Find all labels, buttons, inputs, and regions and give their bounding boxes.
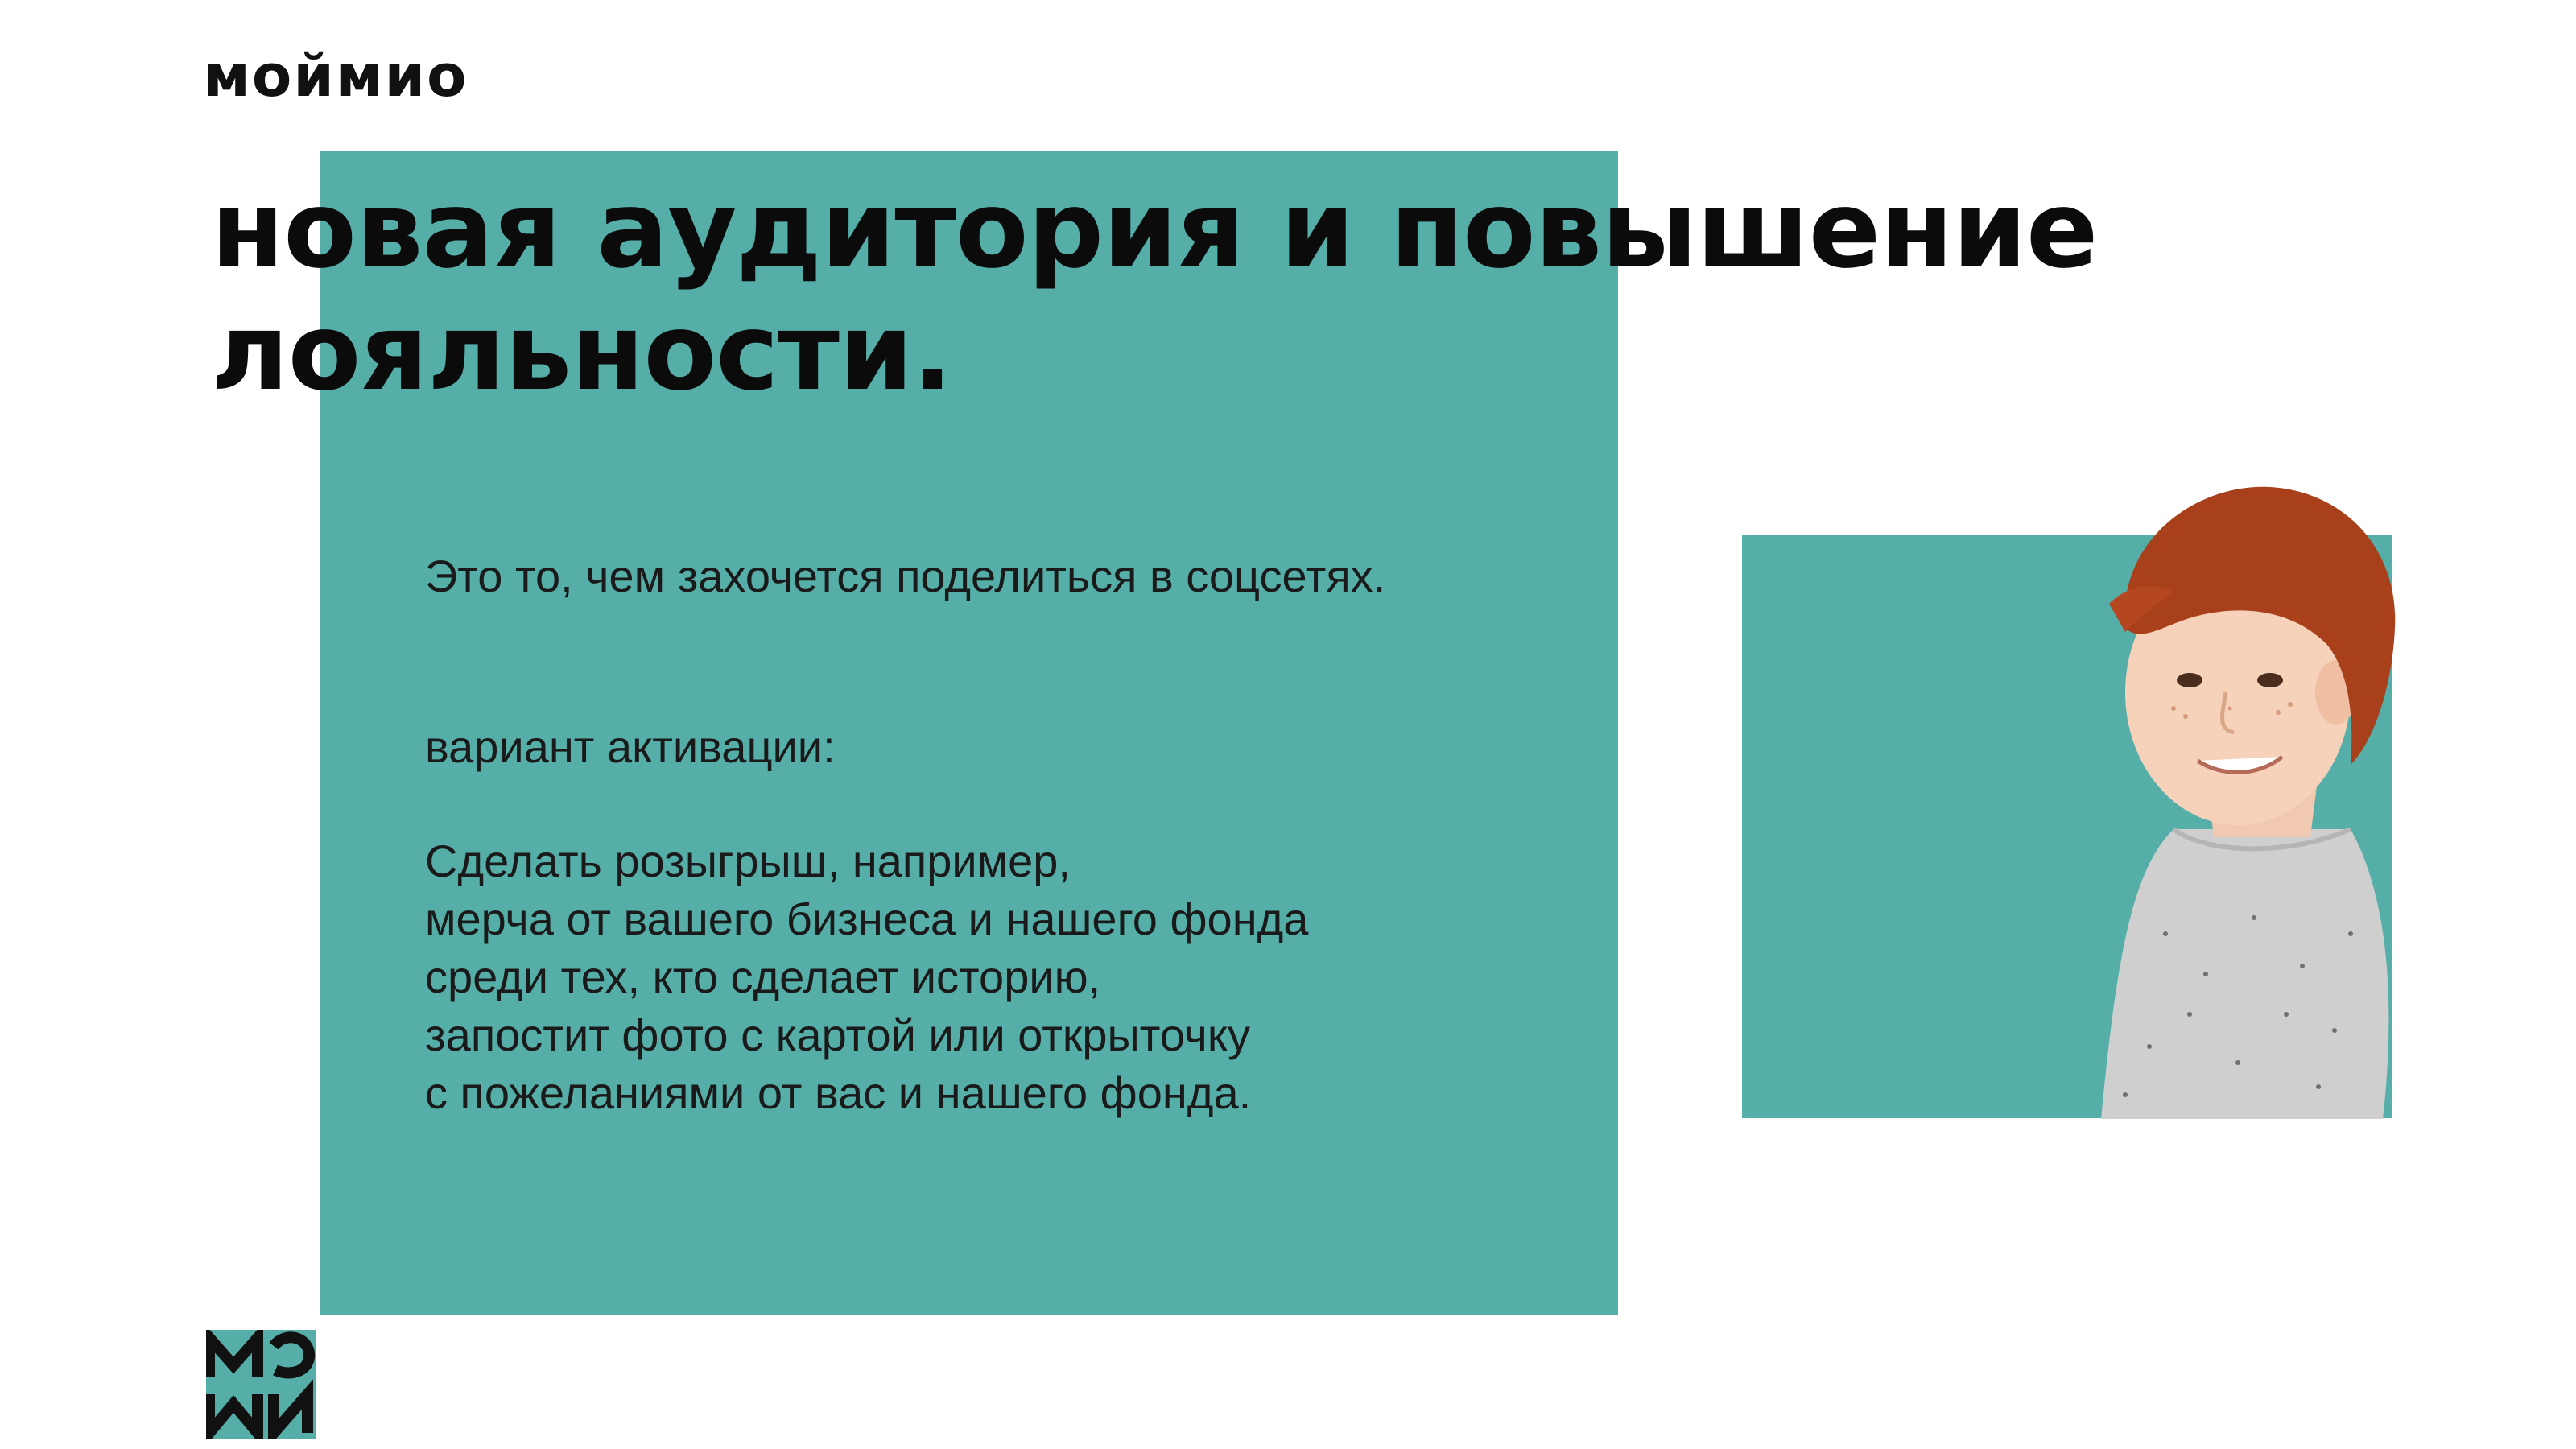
- brand-logo: моймио: [203, 42, 469, 109]
- brand-monogram: [206, 1330, 316, 1439]
- lead-paragraph: Это то, чем захочется поделиться в соцсетях.: [425, 551, 1386, 601]
- activation-line: с пожеланиями от вас и нашего фонда.: [425, 1067, 1252, 1118]
- title-line-2: лояльности.: [211, 291, 952, 415]
- monogram-icon: [206, 1330, 316, 1439]
- title-line-1: новая аудитория и повышение: [211, 168, 2098, 292]
- activation-subhead: вариант активации:: [425, 721, 836, 772]
- child-photo: [2077, 451, 2415, 1119]
- slide-title: [211, 169, 2097, 414]
- activation-line: Сделать розыгрыш, например,: [425, 836, 1071, 886]
- slide-body: [425, 547, 1584, 1122]
- activation-line: мерча от вашего бизнеса и нашего фонда: [425, 894, 1309, 944]
- activation-line: запостит фото с картой или открыточку: [425, 1009, 1250, 1060]
- activation-line: среди тех, кто сделает историю,: [425, 952, 1101, 1002]
